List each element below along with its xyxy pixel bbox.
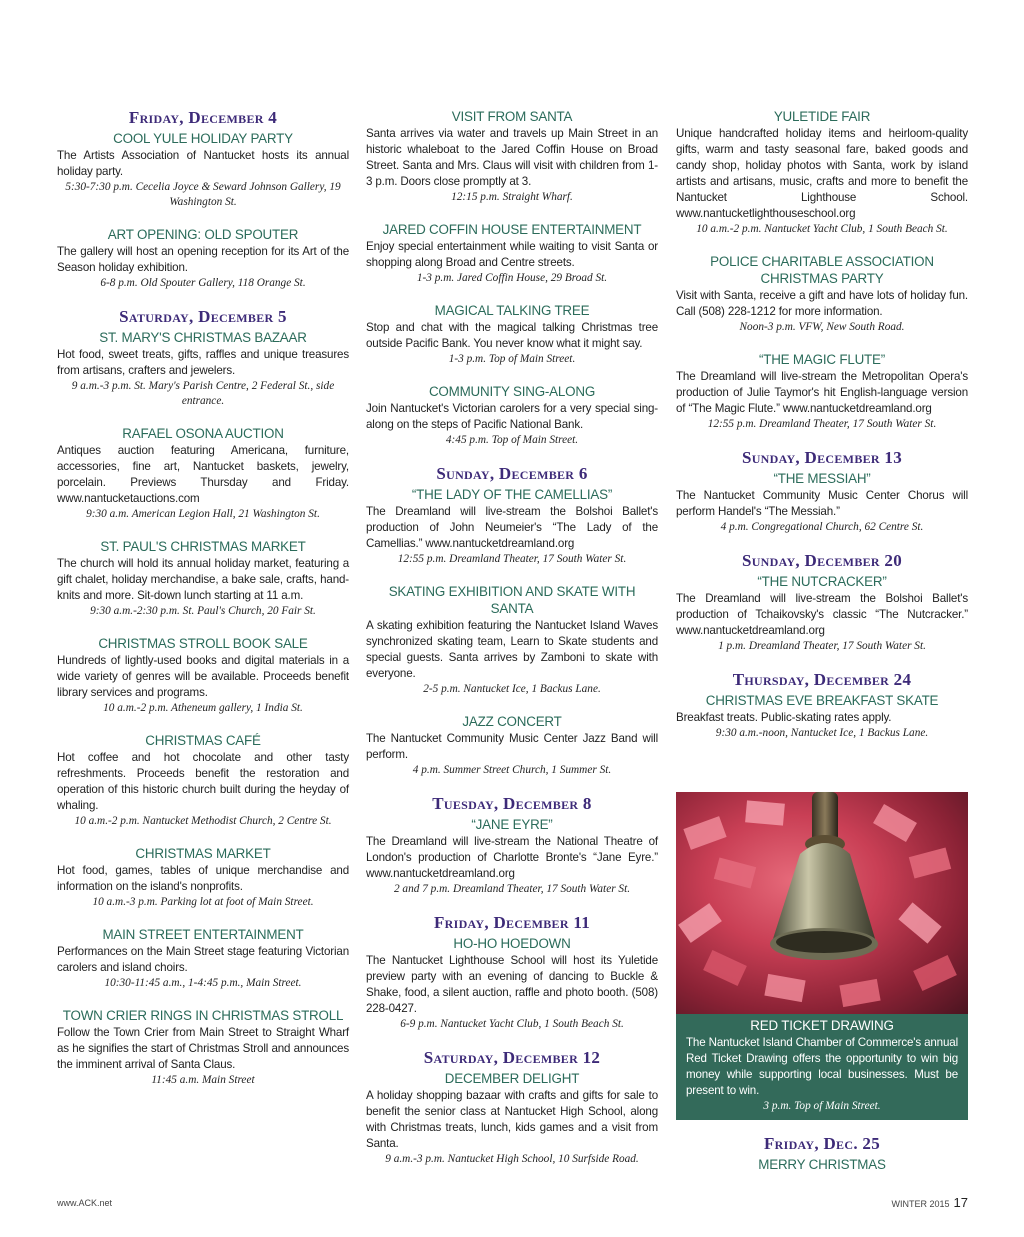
event — [366, 108, 658, 205]
event — [57, 538, 349, 619]
event-time-location: 4 p.m. Summer Street Church, 1 Summer St. — [412, 764, 612, 776]
event — [57, 732, 349, 829]
event — [366, 935, 658, 1032]
event — [366, 816, 658, 897]
event — [366, 583, 658, 697]
event-title: “THE MESSIAH” — [773, 471, 871, 486]
event — [676, 573, 968, 654]
event-description: Hot food, games, tables of unique merchandise and information on the island's nonprofits. — [57, 864, 349, 893]
event-title: MAIN STREET ENTERTAINMENT — [102, 927, 304, 942]
event-time-location: 1-3 p.m. Top of Main Street. — [448, 353, 576, 365]
event-title: MAGICAL TALKING TREE — [434, 303, 590, 318]
event-title: ST. MARY'S CHRISTMAS BAZAAR — [99, 330, 307, 345]
event-title: RAFAEL OSONA AUCTION — [122, 426, 284, 441]
event-description: Santa arrives via water and travels up Main Street in an historic whaleboat to the Jared Coffin House on Broad Street. Santa and Mrs. Claus will visit with children from 1-3 p.m. Doors close promptly at 3. — [366, 127, 658, 188]
event — [57, 1007, 349, 1088]
day-heading: Saturday, December 12 — [423, 1048, 601, 1067]
event — [57, 926, 349, 991]
event-description: Performances on the Main Street stage featuring Victorian carolers and island choirs. — [57, 945, 349, 974]
event-description: A holiday shopping bazaar with crafts and gifts for sale to benefit the senior class at Nantucket High School, along with Christmas treats, lunch, kids games and a visit from Santa. — [366, 1089, 658, 1150]
day-heading: Sunday, December 6 — [436, 464, 588, 483]
event-time-location: 2 and 7 p.m. Dreamland Theater, 17 South Water St. — [393, 883, 631, 895]
event-description: Join Nantucket's Victorian carolers for a very special sing-along on the steps of Pacific National Bank. — [366, 402, 658, 431]
event-title: TOWN CRIER RINGS IN CHRISTMAS STROLL — [62, 1008, 344, 1023]
event-title: YULETIDE FAIR — [773, 109, 871, 124]
event-time-location: 11:45 a.m. Main Street — [151, 1074, 255, 1086]
event-description: The Dreamland will live-stream the Bolshoi Ballet's production of Tchaikovsky's classic “The Nutcracker.” www.nantucketdreamland.org — [676, 592, 968, 637]
event-description: The Artists Association of Nantucket hosts its annual holiday party. — [57, 149, 349, 178]
event-title: RED TICKET DRAWING — [750, 1018, 894, 1033]
event — [57, 226, 349, 291]
event-time-location: Noon-3 p.m. VFW, New South Road. — [739, 321, 905, 333]
page-number: 17 — [953, 1195, 968, 1210]
event — [366, 1070, 658, 1167]
event-description: Stop and chat with the magical talking Christmas tree outside Pacific Bank. You never know what it might say. — [366, 321, 658, 350]
event-time-location: 9 a.m.-3 p.m. St. Mary's Parish Centre, 2 Federal St., side entrance. — [71, 380, 335, 407]
event-title: JARED COFFIN HOUSE ENTERTAINMENT — [382, 222, 642, 237]
issue-label: WINTER 2015 — [891, 1199, 950, 1209]
event — [57, 130, 349, 210]
event-time-location: 4 p.m. Congregational Church, 62 Centre St. — [720, 521, 924, 533]
event — [676, 470, 968, 535]
event-description: A skating exhibition featuring the Nantucket Island Waves synchronized skating team, Learn to Skate students and special guests. Santa arrives by Zamboni to skate with everyone. — [366, 619, 658, 680]
event — [676, 253, 968, 335]
event-title: COOL YULE HOLIDAY PARTY — [113, 131, 293, 146]
event-time-location: 1-3 p.m. Jared Coffin House, 29 Broad St. — [416, 272, 608, 284]
event — [366, 221, 658, 286]
event-time-location: 10 a.m.-2 p.m. Nantucket Yacht Club, 1 South Beach St. — [696, 223, 948, 235]
day-heading: Friday, Dec. 25 — [763, 1134, 881, 1153]
event-time-location: 6-8 p.m. Old Spouter Gallery, 118 Orange St. — [100, 277, 306, 289]
day-heading: Friday, December 11 — [433, 913, 591, 932]
event-time-location: 12:15 p.m. Straight Wharf. — [451, 191, 573, 203]
event — [366, 383, 658, 448]
footer-issue — [892, 1195, 969, 1210]
event-time-location: 9 a.m.-3 p.m. Nantucket High School, 10 Surfside Road. — [385, 1153, 639, 1165]
red-ticket-drawing-box — [676, 1014, 968, 1120]
event-description: The church will hold its annual holiday market, featuring a gift chalet, holiday merchandise, a bake sale, crafts, hand-knits and more. Sit-down lunch starting at 11 a.m. — [57, 557, 349, 602]
event — [57, 425, 349, 522]
event-description: Hundreds of lightly-used books and digital materials in a wide variety of genres will be available. Proceeds benefit library services and programs. — [57, 654, 349, 699]
event — [676, 108, 968, 237]
footer-website: www.ACK.net — [57, 1198, 113, 1208]
day-heading: Tuesday, December 8 — [432, 794, 592, 813]
event-description: The Nantucket Lighthouse School will host its Yuletide preview party with an evening of dancing to Buckle & Shake, food, a silent auction, raffle and photo booth. (508) 228-0427. — [366, 954, 658, 1015]
event-description: The Nantucket Community Music Center Jazz Band will perform. — [366, 732, 658, 761]
event-description: Enjoy special entertainment while waiting to visit Santa or shopping along Broad and Centre streets. — [366, 240, 658, 269]
event-time-location: 9:30 a.m.-noon, Nantucket Ice, 1 Backus Lane. — [715, 727, 929, 739]
event-time-location: 12:55 p.m. Dreamland Theater, 17 South Water St. — [397, 553, 627, 565]
day-heading: Sunday, December 20 — [741, 551, 903, 570]
event-description: Unique handcrafted holiday items and heirloom-quality gifts, warm and tasty seasonal fare, baked goods and candy shop, holiday photos with Santa, work by island artists and artisans, music, crafts and more to benefit the Nantucket Lighthouse School. www.nantucketlighthouseschool.org — [676, 127, 968, 220]
event — [366, 713, 658, 778]
event-time-location: 10 a.m.-3 p.m. Parking lot at foot of Main Street. — [92, 896, 314, 908]
event — [366, 302, 658, 367]
event-title: “THE NUTCRACKER” — [757, 574, 887, 589]
event-description: The Nantucket Community Music Center Chorus will perform Handel's “The Messiah.” — [676, 489, 968, 518]
event-time-location: 9:30 a.m. American Legion Hall, 21 Washington St. — [86, 508, 320, 520]
event-time-location: 9:30 a.m.-2:30 p.m. St. Paul's Church, 20 Fair St. — [90, 605, 316, 617]
event-description: Antiques auction featuring Americana, furniture, accessories, fine art, Nantucket baskets, jewelry, porcelain. Previews Thursday and Friday. www.nantucketauctions.com — [57, 444, 349, 505]
event-time-location: 2-5 p.m. Nantucket Ice, 1 Backus Lane. — [423, 683, 601, 695]
event-title: SKATING EXHIBITION AND SKATE WITH SANTA — [388, 584, 636, 616]
column-3 — [676, 108, 968, 757]
event-time-location: 1 p.m. Dreamland Theater, 17 South Water St. — [718, 640, 926, 652]
event-description: The Dreamland will live-stream the Bolshoi Ballet's production of John Neumeier's “The Lady of the Camellias.” www.nantucketdreamland.org — [366, 505, 658, 550]
event-title: ST. PAUL'S CHRISTMAS MARKET — [100, 539, 306, 554]
event — [57, 845, 349, 910]
bell-photo — [676, 792, 968, 1014]
event-title: POLICE CHARITABLE ASSOCIATION CHRISTMAS PARTY — [710, 254, 934, 286]
event-description: Follow the Town Crier from Main Street to Straight Wharf as he signifies the start of Christmas Stroll and announces the imminent arrival of Santa Claus. — [57, 1026, 349, 1071]
event-title: CHRISTMAS STROLL BOOK SALE — [98, 636, 308, 651]
day-heading: Sunday, December 13 — [741, 448, 903, 467]
bell-illustration — [676, 792, 968, 1014]
event-time-location: 5:30-7:30 p.m. Cecelia Joyce & Seward Johnson Gallery, 19 Washington St. — [65, 181, 341, 208]
event-description: Hot food, sweet treats, gifts, raffles and unique treasures from artisans, crafters and jewelers. — [57, 348, 349, 377]
day-heading: Friday, December 4 — [128, 108, 278, 127]
event-title: HO-HO HOEDOWN — [453, 936, 571, 951]
event-title: “JANE EYRE” — [471, 817, 553, 832]
event-title: CHRISTMAS EVE BREAKFAST SKATE — [705, 693, 939, 708]
event-description: Visit with Santa, receive a gift and have lots of holiday fun. Call (508) 228-1212 for more information. — [676, 289, 968, 318]
event-time-location: 12:55 p.m. Dreamland Theater, 17 South Water St. — [707, 418, 937, 430]
event-title: COMMUNITY SING-ALONG — [428, 384, 596, 399]
event-description: The Nantucket Island Chamber of Commerce's annual Red Ticket Drawing offers the opportunity to win big money while supporting local businesses. Must be present to win. — [686, 1036, 958, 1097]
day-heading: Thursday, December 24 — [732, 670, 912, 689]
event-title: DECEMBER DELIGHT — [444, 1071, 580, 1086]
event — [366, 486, 658, 567]
event-title: ART OPENING: OLD SPOUTER — [107, 227, 299, 242]
column-2 — [366, 108, 658, 1183]
event-time-location: 3 p.m. Top of Main Street. — [763, 1100, 881, 1112]
event-title: JAZZ CONCERT — [462, 714, 562, 729]
event — [676, 692, 968, 741]
event-description: The Dreamland will live-stream the Metropolitan Opera's production of Julie Taymor's hit English-language version of “The Magic Flute.” www.nantucketdreamland.org — [676, 370, 968, 415]
event-time-location: 4:45 p.m. Top of Main Street. — [445, 434, 579, 446]
event-title: CHRISTMAS CAFÉ — [145, 733, 261, 748]
event-title: “THE MAGIC FLUTE” — [758, 352, 886, 367]
event-title: MERRY CHRISTMAS — [758, 1157, 886, 1172]
event-title: VISIT FROM SANTA — [451, 109, 573, 124]
event-time-location: 10 a.m.-2 p.m. Atheneum gallery, 1 India St. — [103, 702, 303, 714]
event-time-location: 10 a.m.-2 p.m. Nantucket Methodist Church, 2 Centre St. — [74, 815, 332, 827]
event-description: Breakfast treats. Public-skating rates apply. — [676, 711, 892, 724]
christmas-day-section — [676, 1134, 968, 1174]
event-description: Hot coffee and hot chocolate and other tasty refreshments. Proceeds benefit the restoration and operation of this historic church built during the heyday of whaling. — [57, 751, 349, 812]
event-description: The gallery will host an opening reception for its Art of the Season holiday exhibition. — [57, 245, 349, 274]
event-title: “THE LADY OF THE CAMELLIAS” — [411, 487, 613, 502]
event — [57, 329, 349, 409]
event-time-location: 6-9 p.m. Nantucket Yacht Club, 1 South Beach St. — [400, 1018, 624, 1030]
event-title: CHRISTMAS MARKET — [135, 846, 271, 861]
event-time-location: 10:30-11:45 a.m., 1-4:45 p.m., Main Street. — [104, 977, 302, 989]
event — [57, 635, 349, 716]
event-description: The Dreamland will live-stream the National Theatre of London's production of Charlotte Bronte's “Jane Eyre.” www.nantucketdreamland.org — [366, 835, 658, 880]
day-heading: Saturday, December 5 — [119, 307, 287, 326]
column-1 — [57, 108, 349, 1104]
event — [676, 351, 968, 432]
